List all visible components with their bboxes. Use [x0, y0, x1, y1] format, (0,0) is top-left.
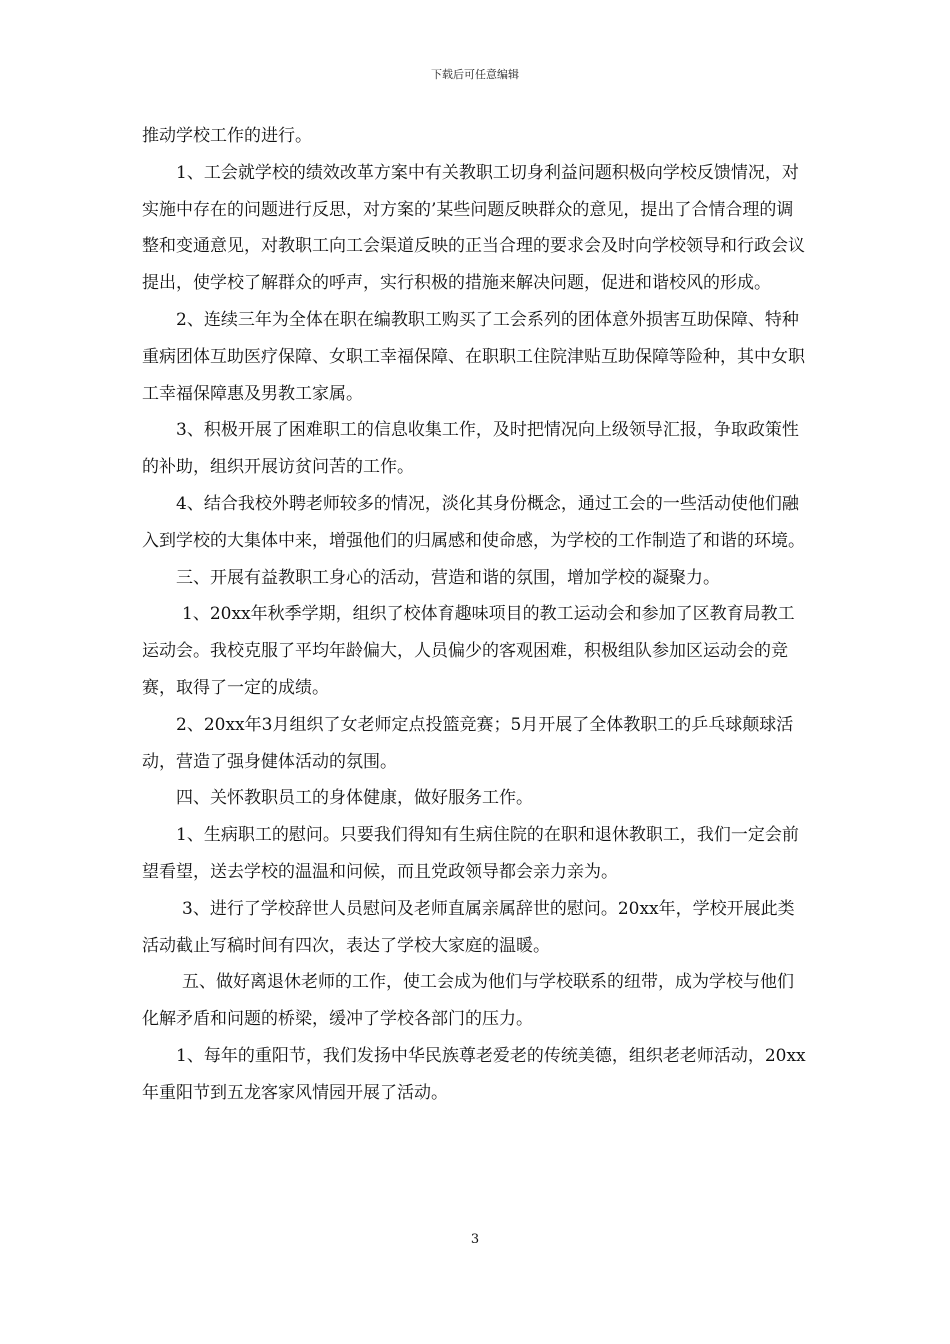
section-heading: 三、开展有益教职工身心的活动，营造和谐的氛围，增加学校的凝聚力。	[176, 567, 720, 588]
page-number: 3	[470, 1232, 480, 1247]
paragraph-item: 1、20xx年秋季学期，组织了校体育趣味项目的教工运动会和参加了区教育局教工运动会。我校克服了平均年龄偏大，人员偏少的客观困难，积极组队参加区运动会的竞赛，取得了一定的成绩。	[142, 604, 795, 698]
paragraph-item: 1、每年的重阳节，我们发扬中华民族尊老爱老的传统美德，组织老老师活动，20xx年重阳节到五龙客家风情园开展了活动。	[142, 1045, 806, 1103]
paragraph-item: 4、结合我校外聘老师较多的情况，淡化其身份概念，通过工会的一些活动使他们融入到学校的大集体中来，增强他们的归属感和使命感，为学校的工作制造了和谐的环境。	[142, 493, 805, 551]
paragraph-item: 1、生病职工的慰问。只要我们得知有生病住院的在职和退休教职工，我们一定会前望看望，送去学校的温温和问候，而且党政领导都会亲力亲为。	[142, 825, 799, 882]
paragraph-item: 2、20xx年3月组织了女老师定点投篮竞赛；5月开展了全体教职工的乒乓球颠球活动，营造了强身健体活动的氛围。	[142, 714, 794, 772]
paragraph-item: 3、进行了学校辞世人员慰问及老师直属亲属辞世的慰问。20xx年，学校开展此类活动截止写稿时间有四次，表达了学校大家庭的温暖。	[142, 898, 795, 956]
page-header: 下载后可任意编辑	[431, 68, 519, 81]
section-heading: 五、做好离退休老师的工作，使工会成为他们与学校联系的纽带，成为学校与他们化解矛盾和问题的桥梁，缓冲了学校各部门的压力。	[142, 972, 794, 1030]
paragraph-continuation: 推动学校工作的进行。	[142, 126, 312, 146]
paragraph-item: 3、积极开展了困难职工的信息收集工作，及时把情况向上级领导汇报，争取政策性的补助，组织开展访贫问苦的工作。	[142, 420, 799, 478]
document-body	[142, 118, 806, 1112]
paragraph-item: 2、连续三年为全体在职在编教职工购买了工会系列的团体意外损害互助保障、特种重病团体互助医疗保障、女职工幸福保障、在职职工住院津贴互助保障等险种，其中女职工幸福保障惠及男教工家属。	[142, 309, 805, 404]
paragraph-item: 1、工会就学校的绩效改革方案中有关教职工切身利益问题积极向学校反馈情况，对实施中存在的问题进行反思，对方案的’某些问题反映群众的意见，提出了合情合理的调整和变通意见，对教职工向工会渠道反映的正当合理的要求会及时向学校领导和行政会议提出，使学校了解群众的呼声，实行积极的措施来解决问题，促进和谐校风的形成。	[142, 162, 805, 294]
section-heading: 四、关怀教职员工的身体健康，做好服务工作。	[176, 788, 533, 809]
